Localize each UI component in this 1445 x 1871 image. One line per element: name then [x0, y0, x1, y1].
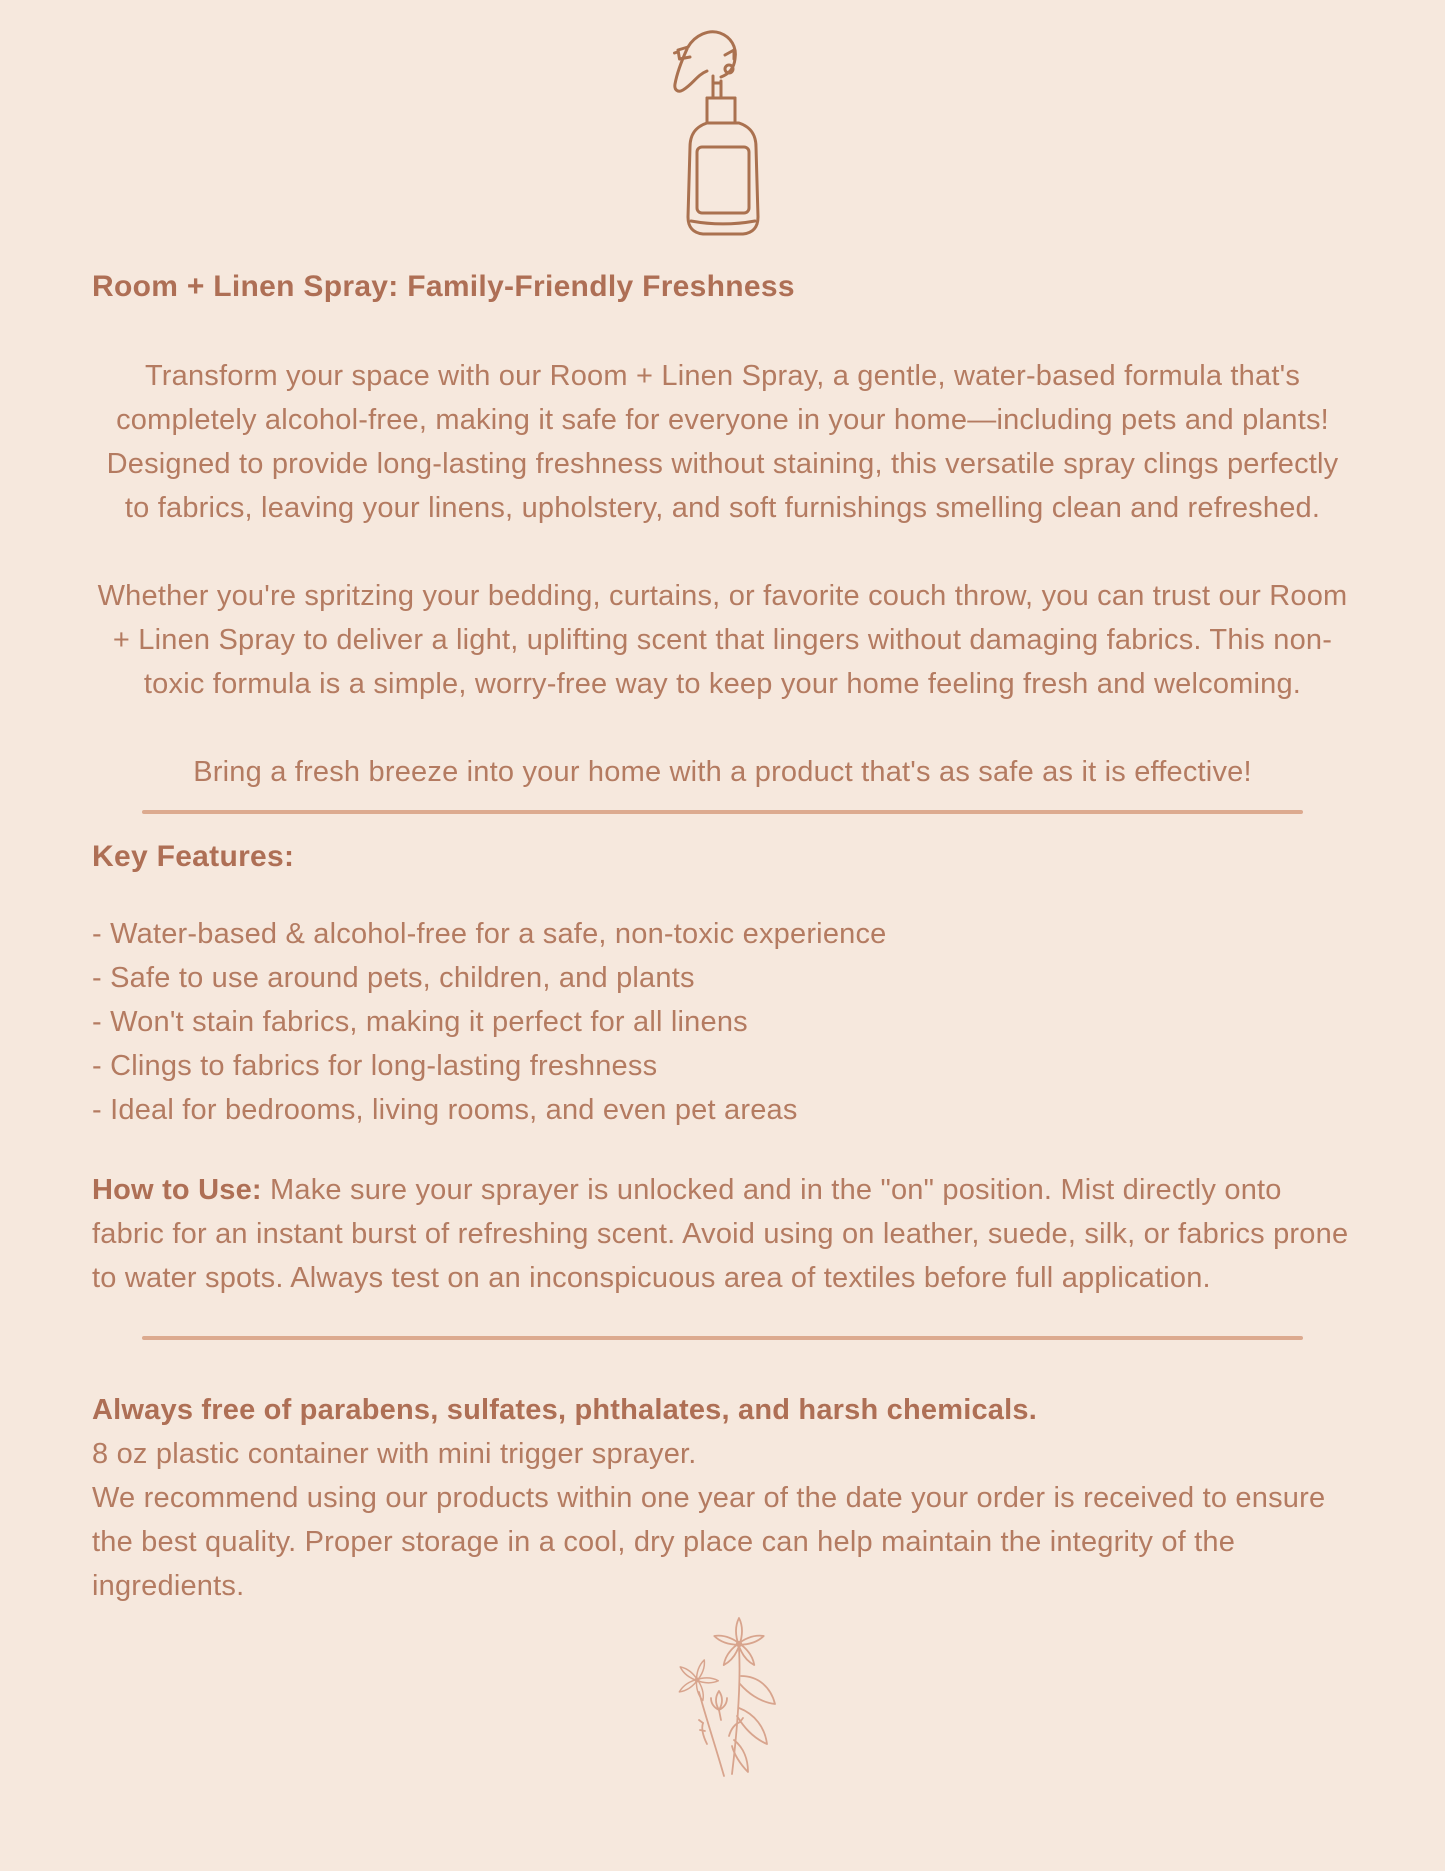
- key-features-heading: Key Features:: [92, 840, 295, 873]
- how-to-use-label: How to Use:: [92, 1174, 262, 1206]
- divider-top: [142, 810, 1303, 814]
- intro-paragraph-1: Transform your space with our Room + Linen Spray, a gentle, water-based formula that's completely alcohol-free, making it safe for everyone in your home—including pets and plants! Designed to provide long-lasting freshness without staining, this versatile spray clings perfectly to fabrics, leaving your linens, upholstery, and soft furnishings smelling clean and refreshed.: [106, 360, 1339, 524]
- intro-paragraph-3: Bring a fresh breeze into your home with a product that's as safe as it is effective!: [193, 756, 1252, 788]
- page-title: Room + Linen Spray: Family-Friendly Freshness: [92, 270, 795, 303]
- footer-icon-row: [0, 1614, 1445, 1782]
- how-to-use-text: Make sure your sprayer is unlocked and in the "on" position. Mist directly onto fabric for an instant burst of refreshing scent. Avoid using on leather, suede, silk, or fabrics prone to water spots. Always test on an inconspicuous area of textiles before full application.: [92, 1174, 1349, 1294]
- recommendation-statement: We recommend using our products within one year of the date your order is received to ensure the best quality. Proper storage in a cool, dry place can help maintain the integrity of the ingredients.: [92, 1482, 1326, 1602]
- free-of-statement: Always free of parabens, sulfates, phthalates, and harsh chemicals.: [92, 1394, 1037, 1426]
- key-features-list: [92, 912, 1353, 1132]
- flower-sketch-icon: [661, 1614, 785, 1782]
- feature-item: - Clings to fabrics for long-lasting freshness: [92, 1050, 658, 1082]
- feature-item: - Water-based & alcohol-free for a safe, non-toxic experience: [92, 918, 887, 950]
- spray-bottle-icon: [673, 26, 773, 240]
- footer-notes: [92, 1388, 1353, 1608]
- container-statement: 8 oz plastic container with mini trigger sprayer.: [92, 1438, 697, 1470]
- feature-item: - Won't stain fabrics, making it perfect for all linens: [92, 1006, 748, 1038]
- feature-item: - Ideal for bedrooms, living rooms, and even pet areas: [92, 1094, 798, 1126]
- divider-bottom: [142, 1336, 1303, 1340]
- feature-item: - Safe to use around pets, children, and plants: [92, 962, 695, 994]
- header-icon-row: [0, 0, 1445, 240]
- how-to-use-paragraph: [92, 1168, 1353, 1300]
- intro-paragraph-2: Whether you're spritzing your bedding, curtains, or favorite couch throw, you can trust our Room + Linen Spray to deliver a light, uplifting scent that lingers without damaging fabrics. This non-toxic formula is a simple, worry-free way to keep your home feeling fresh and welcoming.: [97, 580, 1348, 700]
